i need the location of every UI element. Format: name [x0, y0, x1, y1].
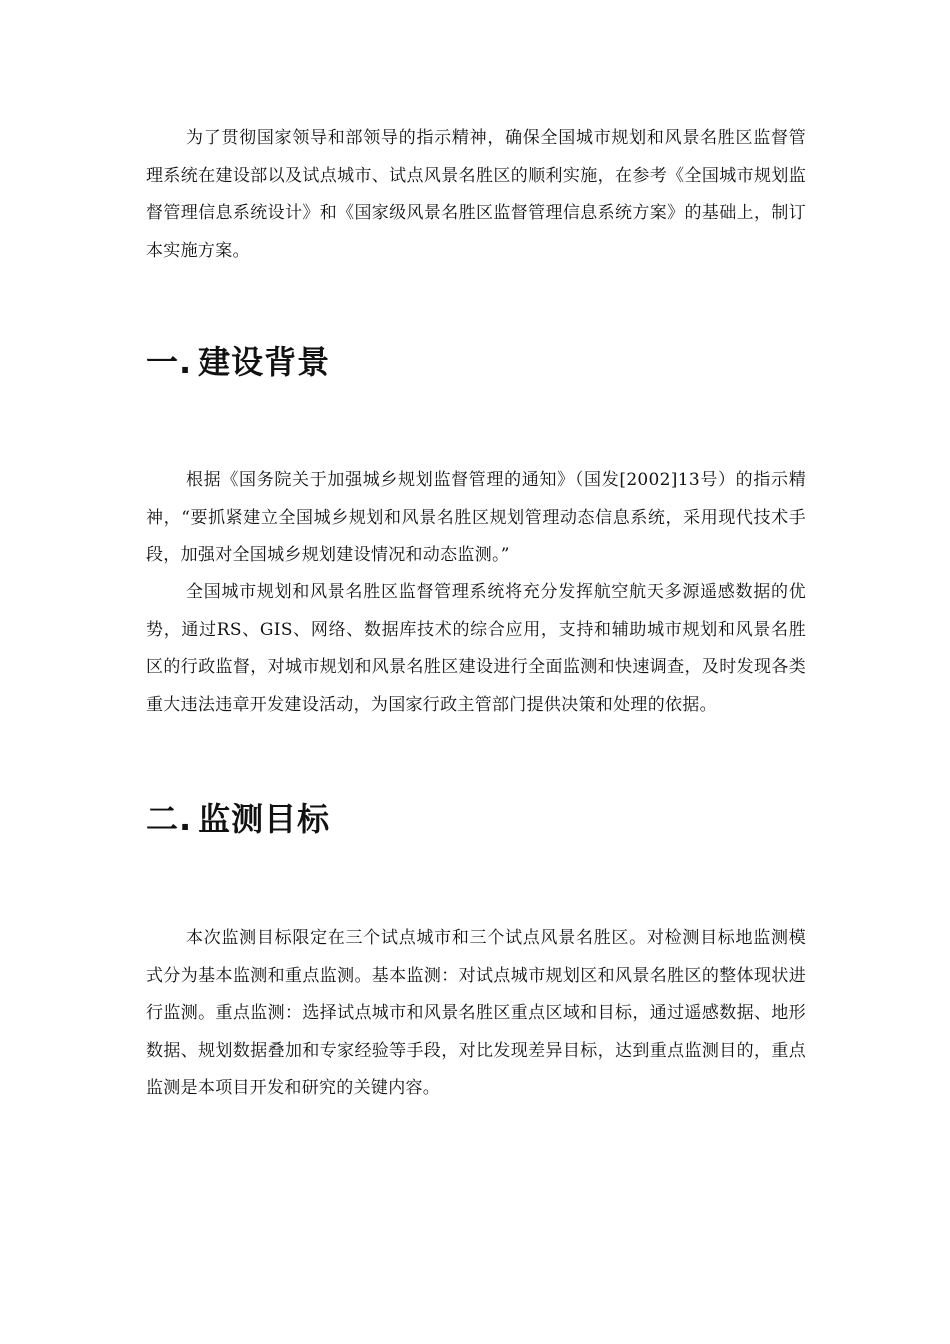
- background-paragraph-2: 全国城市规划和风景名胜区监督管理系统将充分发挥航空航天多源遥感数据的优势，通过RS、GIS、网络、数据库技术的综合应用，支持和辅助城市规划和风景名胜区的行政监督，对城市规划和风景名胜区建设进行全面监测和快速调查，及时发现各类重大违法违章开发建设活动，为国家行政主管部门提供决策和处理的依据。: [146, 582, 806, 715]
- intro-paragraph: 为了贯彻国家领导和部领导的指示精神，确保全国城市规划和风景名胜区监督管理系统在建设部以及试点城市、试点风景名胜区的顺利实施，在参考《全国城市规划监督管理信息系统设计》和《国家级风景名胜区监督管理信息系统方案》的基础上，制订本实施方案。: [146, 128, 806, 261]
- section-title: 监测目标: [198, 800, 331, 838]
- section-number: 一.: [146, 343, 193, 381]
- background-paragraph-1: 根据《国务院关于加强城乡规划监督管理的通知》（国发[2002]13号）的指示精神，“要抓紧建立全国城乡规划和风景名胜区规划管理动态信息系统，采用现代技术手段，加强对全国城乡规划建设情况和动态监测。”: [146, 470, 806, 566]
- section-number: 二.: [146, 800, 193, 838]
- section-heading-objectives: [146, 797, 806, 841]
- objectives-paragraph: 本次监测目标限定在三个试点城市和三个试点风景名胜区。对检测目标地监测模式分为基本监测和重点监测。基本监测：对试点城市规划区和风景名胜区的整体现状进行监测。重点监测：选择试点城市和风景名胜区重点区域和目标，通过遥感数据、地形数据、规划数据叠加和专家经验等手段，对比发现差异目标，达到重点监测目的，重点监测是本项目开发和研究的关键内容。: [146, 928, 806, 1099]
- section-title: 建设背景: [198, 343, 331, 381]
- section-heading-background: [146, 340, 806, 384]
